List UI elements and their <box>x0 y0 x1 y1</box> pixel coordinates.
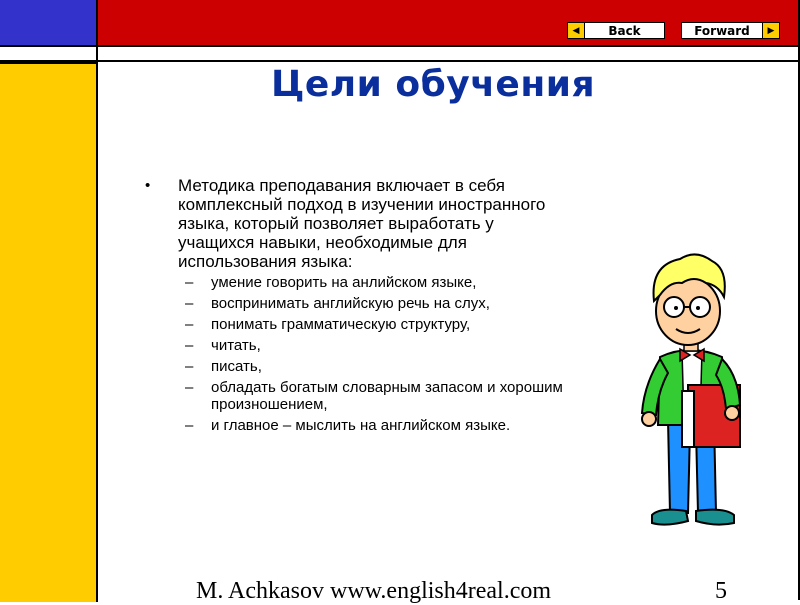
dash-icon: – <box>185 358 194 375</box>
sub-bullet-text: читать, <box>211 337 261 354</box>
bullet-icon: • <box>145 177 151 194</box>
sub-bullet <box>145 337 565 354</box>
dash-icon: – <box>185 379 194 396</box>
back-button-label: Back <box>608 23 641 38</box>
dash-icon: – <box>185 295 194 312</box>
triangle-left-icon: ◀ <box>568 23 585 38</box>
triangle-right-icon: ▶ <box>762 23 779 38</box>
page-number: 5 <box>715 578 727 604</box>
sub-bullet-text: обладать богатым словарным запасом и хорошим произношением, <box>211 379 563 413</box>
header-strip <box>0 47 800 62</box>
sub-bullet <box>145 358 565 375</box>
main-bullet <box>145 176 565 271</box>
corner-block <box>0 0 98 47</box>
dash-icon: – <box>185 274 194 291</box>
sub-bullet <box>145 274 565 291</box>
sub-bullet-list <box>145 274 565 434</box>
sub-bullet <box>145 417 565 434</box>
left-yellow-bar <box>0 62 98 602</box>
sub-bullet-text: писать, <box>211 358 262 375</box>
sub-bullet <box>145 295 565 312</box>
sub-bullet-text: воспринимать английскую речь на слух, <box>211 295 490 312</box>
slide-content <box>145 176 565 438</box>
dash-icon: – <box>185 417 194 434</box>
forward-button-label: Forward <box>694 23 750 38</box>
slide-title: Цели обучения <box>270 64 596 105</box>
main-bullet-text: Методика преподавания включает в себя комплексный подход в изучении иностранного языка, который позволяет выработать у учащихся навыки, необходимые для использования языка: <box>178 176 546 271</box>
sub-bullet-text: умение говорить на анлийском языке, <box>211 274 477 291</box>
forward-button[interactable] <box>681 22 780 39</box>
footer-author: M. Achkasov www.english4real.com <box>196 578 552 604</box>
sub-bullet <box>145 316 565 333</box>
sub-bullet-text: понимать грамматическую структуру, <box>211 316 471 333</box>
sub-bullet <box>145 379 565 413</box>
back-button[interactable] <box>567 22 665 39</box>
dash-icon: – <box>185 337 194 354</box>
strip-divider <box>96 45 98 62</box>
dash-icon: – <box>185 316 194 333</box>
student-with-book-clipart <box>630 245 750 535</box>
sub-bullet-text: и главное – мыслить на английском языке. <box>211 417 511 434</box>
